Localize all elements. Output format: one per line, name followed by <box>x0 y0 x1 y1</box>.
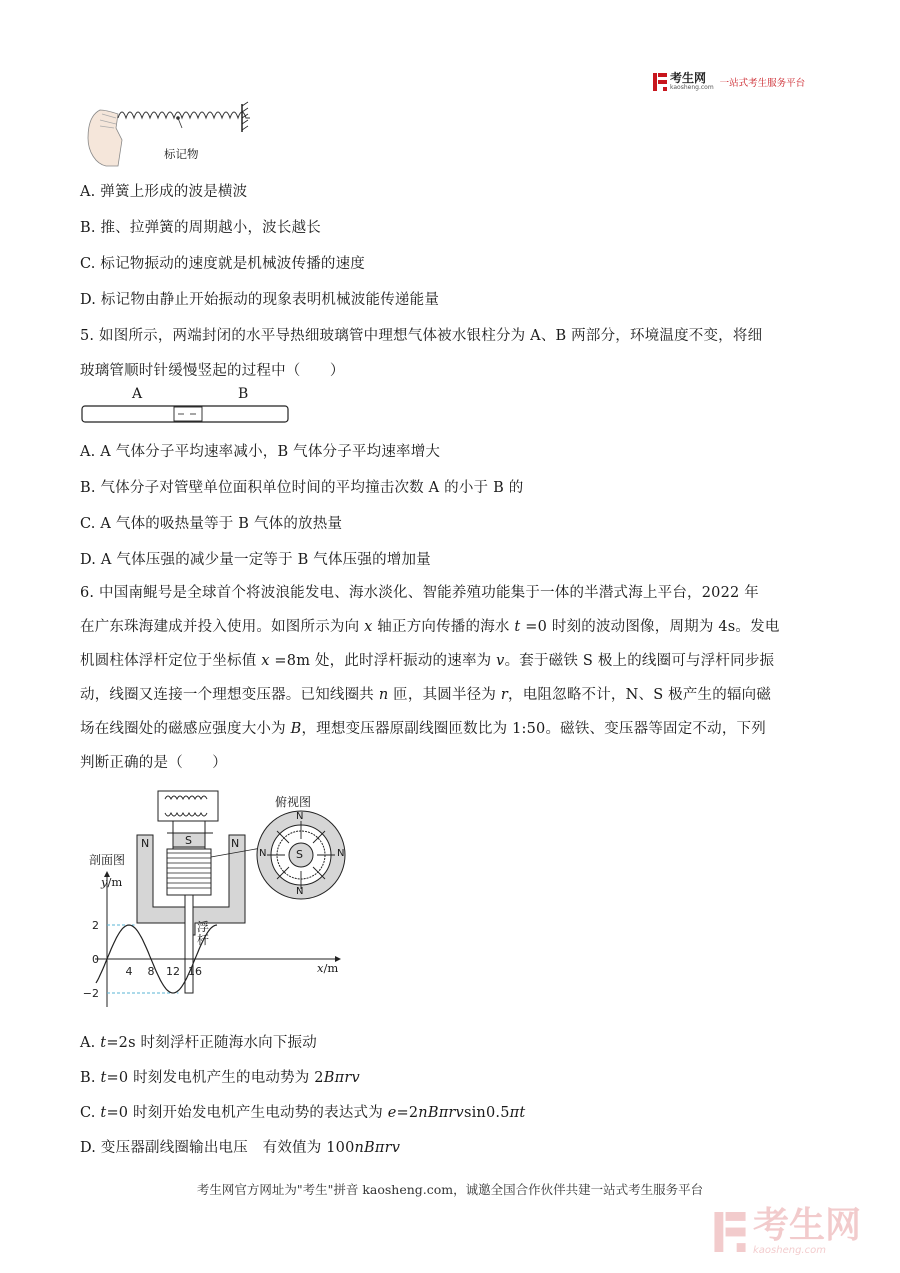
q6-option-a: A. t=2s 时刻浮杆正随海水向下振动 <box>80 1035 317 1051</box>
q5-option-c: C. A 气体的吸热量等于 B 气体的放热量 <box>80 516 343 532</box>
top-view-s: S <box>296 848 303 861</box>
top-view-n-left: N <box>259 848 267 859</box>
y-tick-label: 0 <box>92 953 99 966</box>
y-tick-label: −2 <box>82 987 99 1000</box>
x-tick-label: 16 <box>188 965 202 978</box>
x-tick-label: 8 <box>147 965 155 978</box>
top-view-label: 俯视图 <box>275 795 312 809</box>
watermark-logo-icon <box>713 1212 747 1252</box>
header-slogan: 一站式考生服务平台 <box>719 77 806 89</box>
section-view-label: 剖面图 <box>89 853 126 867</box>
y-axis-label: y/m <box>101 875 123 889</box>
q5-stem-line1: 5. 如图所示，两端封闭的水平导热细玻璃管中理想气体被水银柱分为 A、B 两部分，环境温度不变，将细 <box>80 328 763 344</box>
magnet-n-right: N <box>231 837 240 850</box>
q4-option-a: A. 弹簧上形成的波是横波 <box>80 184 248 200</box>
q6-option-c: C. t=0 时刻开始发电机产生电动势的表达式为 e=2nBπrvsin0.5πt <box>80 1105 526 1121</box>
q6-option-b: B. t=0 时刻发电机产生的电动势为 2Bπrv <box>80 1070 360 1086</box>
tube-label-a: A <box>132 386 143 402</box>
x-tick-label: 4 <box>125 965 133 978</box>
q6-stem-line1: 6. 中国南鲲号是全球首个将波浪能发电、海水淡化、智能养殖功能集于一体的半潜式海上平台，2022 年 <box>80 585 759 601</box>
glass-tube-illustration <box>80 386 295 426</box>
q4-option-c: C. 标记物振动的速度就是机械波传播的速度 <box>80 256 365 272</box>
q5-option-b: B. 气体分子对管壁单位面积单位时间的平均撞击次数 A 的小于 B 的 <box>80 480 524 496</box>
magnet-s: S <box>185 834 192 847</box>
generator-figure <box>82 785 365 1015</box>
tube-label-b: B <box>238 386 249 402</box>
top-view-n-top: N <box>296 811 304 822</box>
watermark-domain: kaosheng.com <box>753 1245 826 1256</box>
q5-option-d: D. A 气体压强的减少量一定等于 B 气体压强的增加量 <box>80 552 431 568</box>
x-tick-label: 12 <box>166 965 180 978</box>
q6-stem-line4: 动，线圈又连接一个理想变压器。已知线圈共 n 匝，其圆半径为 r，电阻忽略不计，N、S 极产生的辐向磁 <box>80 687 772 703</box>
spring-marker-label: 标记物 <box>164 147 199 161</box>
top-view-n-right: N <box>337 848 345 859</box>
magnet-n-left: N <box>141 837 150 850</box>
kaosheng-logo-icon <box>653 73 667 91</box>
header-logo <box>653 72 805 91</box>
glass-tube-figure <box>80 386 295 426</box>
logo-name: 考生网 <box>670 71 707 85</box>
watermark <box>713 1207 861 1256</box>
q5-stem-line2: 玻璃管顺时针缓慢竖起的过程中（ ） <box>80 363 345 379</box>
q6-stem-line3: 机圆柱体浮杆定位于坐标值 x =8m 处，此时浮杆振动的速率为 v。套于磁铁 S 极上的线圈可与浮杆同步振 <box>80 653 775 669</box>
top-view-n-bottom: N <box>296 886 304 897</box>
page-footer: 考生网官方网址为"考生"拼音 kaosheng.com，诚邀全国合作伙伴共建一站式考生服务平台 <box>196 1182 704 1197</box>
logo-domain: kaosheng.com <box>670 84 714 91</box>
q4-option-b: B. 推、拉弹簧的周期越小，波长越长 <box>80 220 321 236</box>
spring-figure <box>82 100 252 170</box>
q6-stem-line6: 判断正确的是（ ） <box>80 755 227 771</box>
generator-diagram <box>82 785 365 1015</box>
q6-stem-line2: 在广东珠海建成并投入使用。如图所示为向 x 轴正方向传播的海水 t =0 时刻的波动图像，周期为 4s。发电 <box>80 619 780 635</box>
x-axis-label: x/m <box>317 961 339 975</box>
float-rod-label: 浮 杆 <box>197 920 210 947</box>
q6-stem-line5: 场在线圈处的磁感应强度大小为 B，理想变压器原副线圈匝数比为 1:50。磁铁、变压器等固定不动，下列 <box>80 721 766 737</box>
q5-option-a: A. A 气体分子平均速率减小，B 气体分子平均速率增大 <box>80 444 441 460</box>
q4-option-d: D. 标记物由静止开始振动的现象表明机械波能传递能量 <box>80 292 440 308</box>
q6-option-d: D. 变压器副线圈输出电压 有效值为 100nBπrv <box>80 1140 401 1156</box>
y-tick-label: 2 <box>92 919 99 932</box>
watermark-name: 考生网 <box>753 1205 862 1246</box>
